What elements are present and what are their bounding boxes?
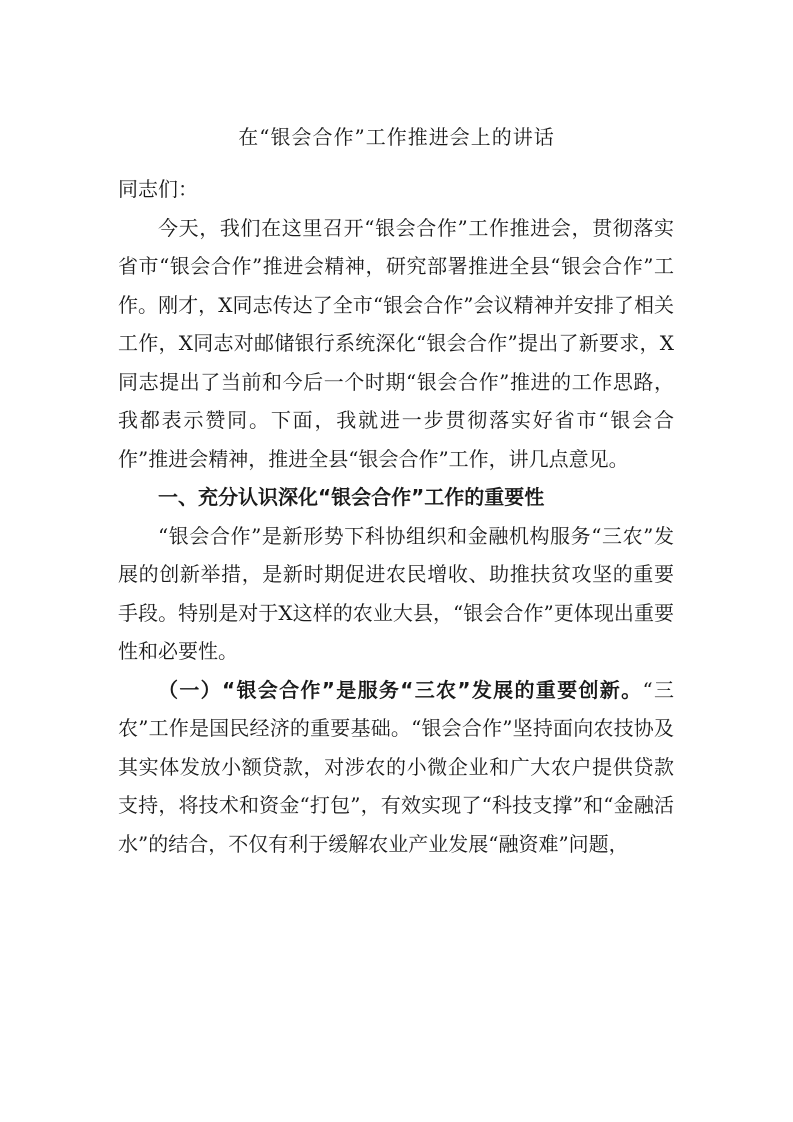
salutation: 同志们： xyxy=(118,177,198,201)
subsection-1-text: “三农”工作是国民经济的重要基础。“银会合作”坚持面向农技协及其实体发放小额贷款，对涉农的小微企业和广大农户提供贷款支持，将技术和资金“打包”，有效实现了“科技支撑”和“金融活水”的结合，不仅有利于缓解农业产业发展“融资难”问题， xyxy=(118,677,675,856)
document-body xyxy=(118,170,674,863)
document-title: 在“银会合作”工作推进会上的讲话 xyxy=(238,125,555,149)
subsection-1-heading: （一）“银会合作”是服务“三农”发展的重要创新。 xyxy=(158,677,643,702)
section-1-paragraph: “银会合作”是新形势下科协组织和金融机构服务“三农”发展的创新举措，是新时期促进农民增收、助推扶贫攻坚的重要手段。特别是对于X这样的农业大县，“银会合作”更体现出重要性和必要性。 xyxy=(118,523,674,663)
section-1-heading: 一、充分认识深化“银会合作”工作的重要性 xyxy=(158,485,545,509)
intro-paragraph: 今天，我们在这里召开“银会合作”工作推进会，贯彻落实省市“银会合作”推进会精神，研究部署推进全县“银会合作”工作。刚才，X同志传达了全市“银会合作”会议精神并安排了相关工作，X同志对邮储银行系统深化“银会合作”提出了新要求，X同志提出了当前和今后一个时期“银会合作”推进的工作思路，我都表示赞同。下面，我就进一步贯彻落实好省市“银会合作”推进会精神，推进全县“银会合作”工作，讲几点意见。 xyxy=(118,215,674,471)
subsection-1-paragraph xyxy=(118,671,674,864)
